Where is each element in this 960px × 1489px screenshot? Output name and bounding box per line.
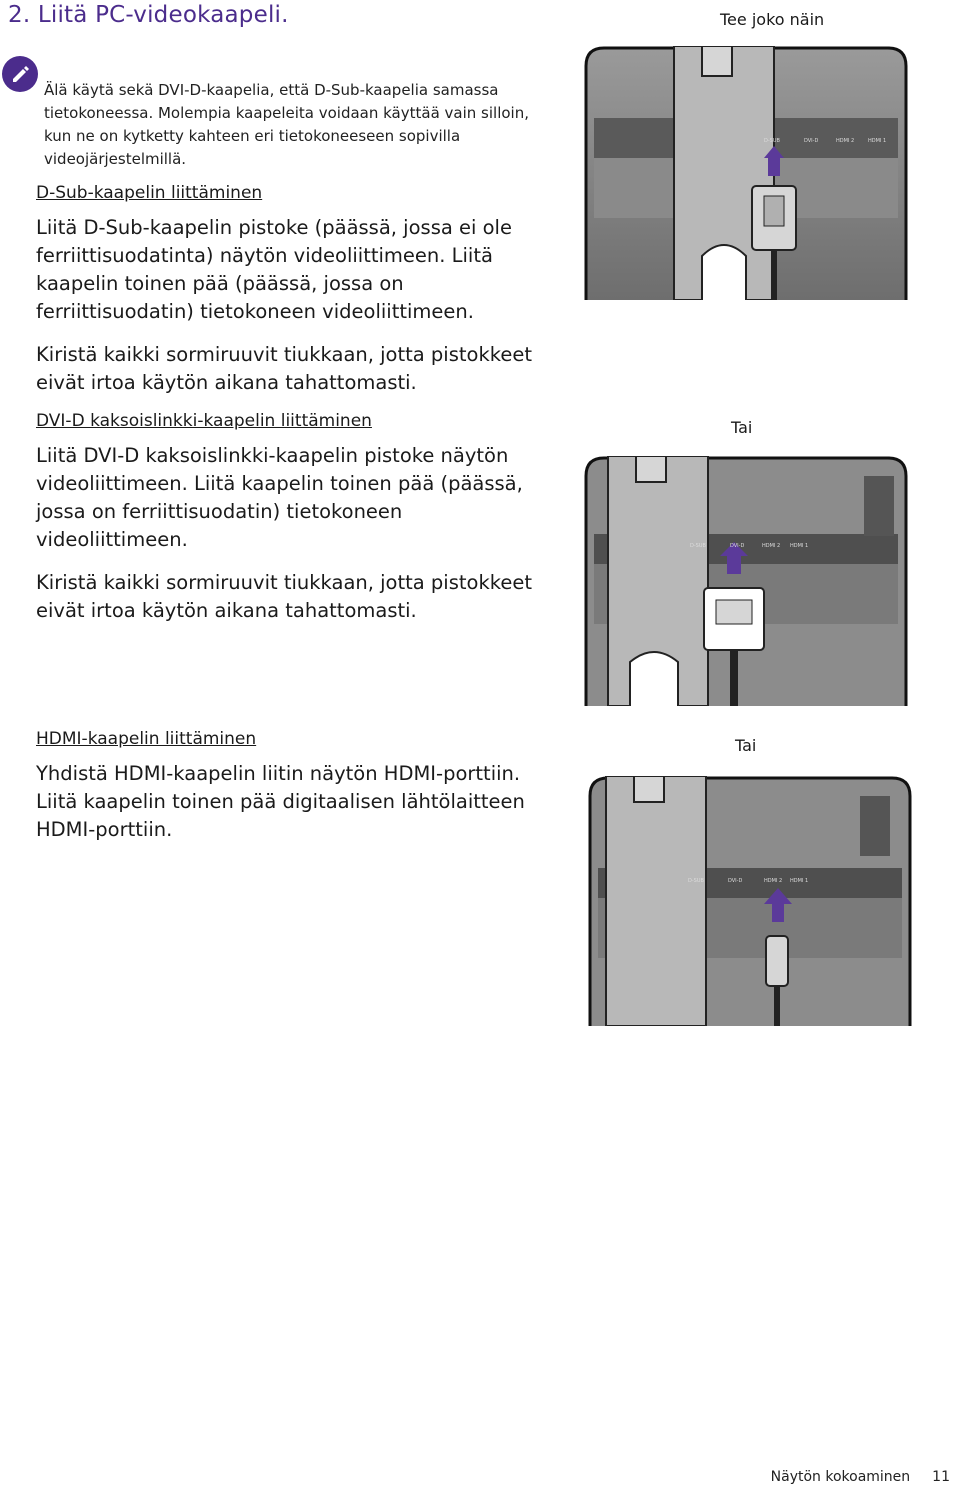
port-label: D-SUB (688, 878, 704, 884)
section-heading: 2. Liitä PC-videokaapeli. (8, 2, 289, 28)
port-label: HDMI 1 (790, 543, 809, 549)
dsub-paragraph-1: Liitä D-Sub-kaapelin pistoke (päässä, jossa ei ole ferriittisuodatinta) näytön videoliittimeen. Liitä kaapelin toinen pää (päässä, jossa on ferriittisuodatin) tietokoneen videoliittimeen. (36, 216, 512, 323)
dsub-title: D-Sub-kaapelin liittäminen (36, 183, 263, 203)
port-label: D-SUB (690, 543, 706, 549)
dsub-connection-illustration (584, 46, 908, 300)
port-label: HDMI 1 (868, 138, 887, 144)
port-label: HDMI 2 (764, 878, 783, 884)
dvi-paragraph-1: Liitä DVI-D kaksoislinkki-kaapelin pistoke näytön videoliittimeen. Liitä kaapelin toinen pää (päässä, jossa on ferriittisuodatin) tietokoneen videoliittimeen. (36, 444, 523, 551)
or-label-1: Tai (731, 418, 753, 437)
footer-page-number: 11 (932, 1469, 950, 1485)
either-label: Tee joko näin (720, 10, 825, 29)
or-label-2: Tai (735, 736, 757, 755)
port-label: DVI-D (728, 878, 743, 884)
note-text: Älä käytä sekä DVI-D-kaapelia, että D-Sub-kaapelia samassa tietokoneessa. Molempia kaapeleita voidaan käyttää vain silloin, kun ne on kytketty kahteen eri tietokoneeseen sopivilla videojärjestelmillä. (44, 81, 529, 168)
hdmi-paragraph-1: Yhdistä HDMI-kaapelin liitin näytön HDMI-porttiin. Liitä kaapelin toinen pää digitaalisen lähtölaitteen HDMI-porttiin. (36, 762, 525, 841)
dvi-connection-illustration (584, 456, 908, 706)
dsub-paragraph-2: Kiristä kaikki sormiruuvit tiukkaan, jotta pistokkeet eivät irtoa käytön aikana tahattomasti. (36, 343, 532, 394)
dvi-title: DVI-D kaksoislinkki-kaapelin liittäminen (36, 411, 372, 431)
hdmi-connection-illustration (588, 776, 912, 1026)
pencil-icon (2, 56, 38, 92)
port-label: HDMI 2 (762, 543, 781, 549)
hdmi-title: HDMI-kaapelin liittäminen (36, 729, 257, 749)
port-label: HDMI 2 (836, 138, 855, 144)
port-label: DVI-D (804, 138, 819, 144)
port-label: D-SUB (764, 138, 780, 144)
dvi-paragraph-2: Kiristä kaikki sormiruuvit tiukkaan, jotta pistokkeet eivät irtoa käytön aikana tahattomasti. (36, 571, 532, 622)
port-label: HDMI 1 (790, 878, 809, 884)
page-footer (771, 1469, 950, 1485)
port-label: DVI-D (730, 543, 745, 549)
footer-section: Näytön kokoaminen (770, 1469, 911, 1485)
